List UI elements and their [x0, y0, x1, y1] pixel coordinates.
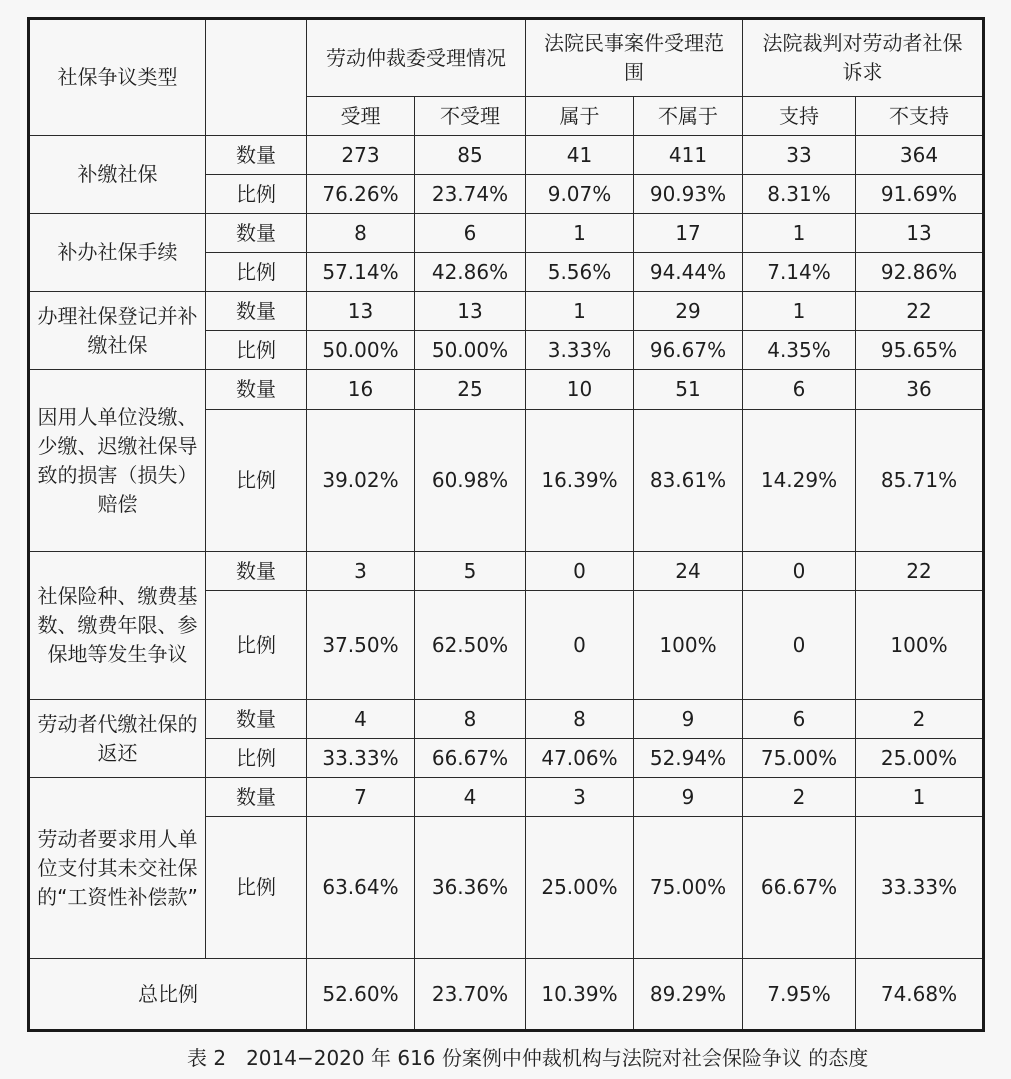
metric-label: 比例 — [206, 175, 307, 214]
count-cell: 25 — [415, 370, 526, 410]
ratio-cell: 25.00% — [526, 817, 634, 959]
count-cell: 10 — [526, 370, 634, 410]
metric-label: 数量 — [206, 370, 307, 410]
count-cell: 9 — [634, 778, 743, 817]
total-cell: 10.39% — [526, 959, 634, 1031]
sub-header-not-support: 不支持 — [856, 97, 984, 136]
group-header-court-ruling: 法院裁判对劳动者社保诉求 — [743, 19, 984, 97]
ratio-cell: 47.06% — [526, 739, 634, 778]
metric-label: 比例 — [206, 253, 307, 292]
ratio-cell: 0 — [526, 591, 634, 700]
ratio-cell: 100% — [634, 591, 743, 700]
ratio-cell: 3.33% — [526, 331, 634, 370]
sub-header-in-scope: 属于 — [526, 97, 634, 136]
ratio-cell: 76.26% — [307, 175, 415, 214]
count-cell: 6 — [743, 700, 856, 739]
count-cell: 3 — [526, 778, 634, 817]
count-cell: 4 — [307, 700, 415, 739]
ratio-cell: 100% — [856, 591, 984, 700]
ratio-cell: 92.86% — [856, 253, 984, 292]
count-cell: 1 — [743, 292, 856, 331]
ratio-cell: 83.61% — [634, 410, 743, 552]
sub-header-support: 支持 — [743, 97, 856, 136]
ratio-cell: 16.39% — [526, 410, 634, 552]
count-cell: 2 — [743, 778, 856, 817]
metric-label: 比例 — [206, 739, 307, 778]
ratio-cell: 39.02% — [307, 410, 415, 552]
group-header-court-scope: 法院民事案件受理范围 — [526, 19, 743, 97]
table-row-count — [29, 700, 984, 739]
dispute-attitude-table — [27, 17, 985, 1032]
ratio-cell: 33.33% — [856, 817, 984, 959]
total-cell: 52.60% — [307, 959, 415, 1031]
count-cell: 6 — [743, 370, 856, 410]
ratio-cell: 42.86% — [415, 253, 526, 292]
count-cell: 0 — [743, 552, 856, 591]
ratio-cell: 85.71% — [856, 410, 984, 552]
type-column-header: 社保争议类型 — [29, 19, 206, 136]
ratio-cell: 52.94% — [634, 739, 743, 778]
table-caption: 表 2 2014−2020 年 616 份案例中仲裁机构与法院对社会保险争议 的态度 — [187, 1046, 869, 1070]
ratio-cell: 8.31% — [743, 175, 856, 214]
total-label: 总比例 — [29, 959, 307, 1031]
metric-label: 数量 — [206, 214, 307, 253]
metric-label: 比例 — [206, 817, 307, 959]
ratio-cell: 95.65% — [856, 331, 984, 370]
sub-header-reject: 不受理 — [415, 97, 526, 136]
dispute-type-cell: 劳动者代缴社保的返还 — [29, 700, 206, 778]
ratio-cell: 37.50% — [307, 591, 415, 700]
count-cell: 13 — [307, 292, 415, 331]
count-cell: 8 — [526, 700, 634, 739]
count-cell: 8 — [415, 700, 526, 739]
count-cell: 411 — [634, 136, 743, 175]
ratio-cell: 66.67% — [415, 739, 526, 778]
dispute-type-cell: 因用人单位没缴、少缴、迟缴社保导致的损害（损失）赔偿 — [29, 370, 206, 552]
count-cell: 0 — [526, 552, 634, 591]
table-row-count — [29, 292, 984, 331]
count-cell: 36 — [856, 370, 984, 410]
metric-label: 数量 — [206, 136, 307, 175]
ratio-cell: 50.00% — [415, 331, 526, 370]
ratio-cell: 57.14% — [307, 253, 415, 292]
metric-label: 数量 — [206, 700, 307, 739]
table-row-count — [29, 552, 984, 591]
ratio-cell: 62.50% — [415, 591, 526, 700]
count-cell: 22 — [856, 292, 984, 331]
total-cell: 7.95% — [743, 959, 856, 1031]
sub-header-accept: 受理 — [307, 97, 415, 136]
count-cell: 9 — [634, 700, 743, 739]
dispute-type-cell: 劳动者要求用人单位支付其未交社保的“工资性补偿款” — [29, 778, 206, 959]
count-cell: 1 — [856, 778, 984, 817]
count-cell: 1 — [743, 214, 856, 253]
count-cell: 8 — [307, 214, 415, 253]
ratio-cell: 66.67% — [743, 817, 856, 959]
dispute-type-cell: 办理社保登记并补缴社保 — [29, 292, 206, 370]
metric-label: 比例 — [206, 591, 307, 700]
dispute-type-cell: 补缴社保 — [29, 136, 206, 214]
count-cell: 2 — [856, 700, 984, 739]
count-cell: 13 — [856, 214, 984, 253]
ratio-cell: 91.69% — [856, 175, 984, 214]
table-row-count — [29, 778, 984, 817]
ratio-cell: 36.36% — [415, 817, 526, 959]
ratio-cell: 9.07% — [526, 175, 634, 214]
ratio-cell: 23.74% — [415, 175, 526, 214]
count-cell: 4 — [415, 778, 526, 817]
count-cell: 17 — [634, 214, 743, 253]
header-row-groups — [29, 19, 984, 97]
sub-header-out-scope: 不属于 — [634, 97, 743, 136]
ratio-cell: 75.00% — [743, 739, 856, 778]
table-row-count — [29, 370, 984, 410]
ratio-cell: 96.67% — [634, 331, 743, 370]
ratio-cell: 33.33% — [307, 739, 415, 778]
count-cell: 33 — [743, 136, 856, 175]
total-cell: 23.70% — [415, 959, 526, 1031]
total-row — [29, 959, 984, 1031]
count-cell: 13 — [415, 292, 526, 331]
metric-label: 比例 — [206, 410, 307, 552]
count-cell: 7 — [307, 778, 415, 817]
metric-label: 数量 — [206, 552, 307, 591]
ratio-cell: 60.98% — [415, 410, 526, 552]
count-cell: 6 — [415, 214, 526, 253]
metric-label: 比例 — [206, 331, 307, 370]
metric-label: 数量 — [206, 292, 307, 331]
table-row-count — [29, 136, 984, 175]
metric-label: 数量 — [206, 778, 307, 817]
ratio-cell: 94.44% — [634, 253, 743, 292]
ratio-cell: 4.35% — [743, 331, 856, 370]
dispute-type-cell: 补办社保手续 — [29, 214, 206, 292]
count-cell: 16 — [307, 370, 415, 410]
dispute-type-cell: 社保险种、缴费基数、缴费年限、参保地等发生争议 — [29, 552, 206, 700]
count-cell: 51 — [634, 370, 743, 410]
ratio-cell: 75.00% — [634, 817, 743, 959]
metric-column-header — [206, 19, 307, 136]
ratio-cell: 50.00% — [307, 331, 415, 370]
count-cell: 29 — [634, 292, 743, 331]
total-cell: 74.68% — [856, 959, 984, 1031]
count-cell: 3 — [307, 552, 415, 591]
count-cell: 364 — [856, 136, 984, 175]
ratio-cell: 5.56% — [526, 253, 634, 292]
count-cell: 24 — [634, 552, 743, 591]
table-row-count — [29, 214, 984, 253]
total-cell: 89.29% — [634, 959, 743, 1031]
ratio-cell: 0 — [743, 591, 856, 700]
ratio-cell: 25.00% — [856, 739, 984, 778]
ratio-cell: 7.14% — [743, 253, 856, 292]
ratio-cell: 14.29% — [743, 410, 856, 552]
count-cell: 85 — [415, 136, 526, 175]
count-cell: 1 — [526, 292, 634, 331]
ratio-cell: 90.93% — [634, 175, 743, 214]
count-cell: 5 — [415, 552, 526, 591]
count-cell: 1 — [526, 214, 634, 253]
count-cell: 41 — [526, 136, 634, 175]
ratio-cell: 63.64% — [307, 817, 415, 959]
count-cell: 22 — [856, 552, 984, 591]
count-cell: 273 — [307, 136, 415, 175]
group-header-arbitration: 劳动仲裁委受理情况 — [307, 19, 526, 97]
